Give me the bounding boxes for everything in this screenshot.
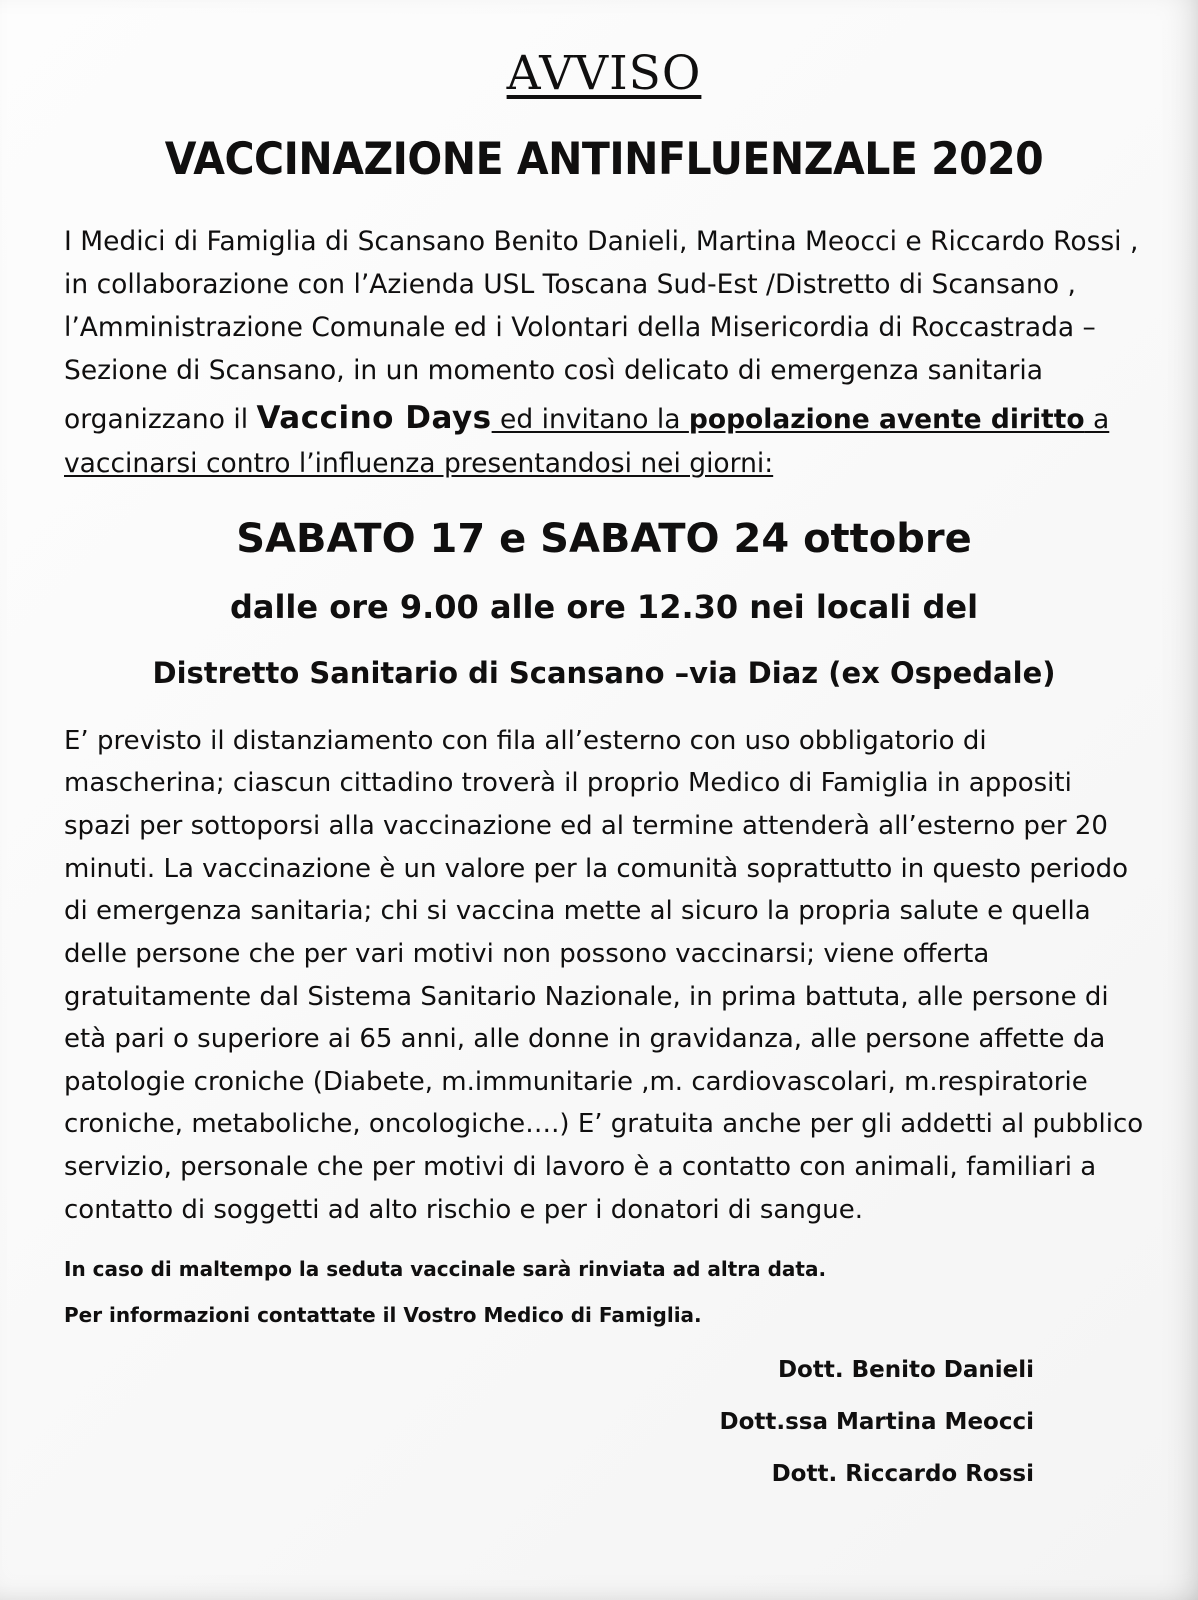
signature-line: Dott.ssa Martina Meocci — [719, 1409, 1034, 1436]
note-info: Per informazioni contattate il Vostro Medico di Famiglia. — [64, 1303, 702, 1328]
gratuita-emphasis: viene offerta gratuitamente dal Sistema Sanitario Nazionale, in prima battuta, alle persone di età pari o superiore ai 65 anni, — [64, 938, 1109, 1055]
details-part4: alle donne in gravidanza, alle persone affette da patologie croniche (Diabete, m.immunitarie ,m. cardiovascolari, m.respiratorie croniche, metaboliche, oncologiche….) E’ gratuita anche per gli addetti al pubblico servizio, personale che per motivi di lavoro è a contatto con animali, familiari a contatto di soggetti ad alto rischio e per i donatori di sangue. — [64, 1024, 1144, 1225]
intro-text-part3: a vaccinarsi contro l’influenza presentandosi nei giorni: — [64, 403, 1110, 479]
popolazione-emphasis: popolazione avente diritto — [688, 403, 1085, 435]
details-paragraph — [64, 720, 1144, 1232]
intro-text-part2: ed invitano la — [491, 403, 689, 435]
poster-content — [64, 46, 1144, 1513]
event-dates: SABATO 17 e SABATO 24 ottobre — [236, 515, 972, 562]
signature-block — [64, 1357, 1144, 1487]
details-part3: ; ciascun cittadino troverà il proprio Medico di Famiglia in appositi spazi per sottoporsi alla vaccinazione ed al termine attenderà all’esterno per 20 minuti. La vaccinazione è un valore per la comunità soprattutto in questo periodo di emergenza sanitaria; chi si vaccina mette al sicuro la propria salute e quella delle persone che per vari motivi non possono vaccinarsi; — [64, 768, 1129, 969]
signature-line: Dott. Riccardo Rossi — [771, 1461, 1034, 1488]
page-title: AVVISO — [506, 46, 702, 101]
intro-text-part1: I Medici di Famiglia di Scansano Benito Danieli, Martina Meocci e Riccardo Rossi , in collaborazione con l’Azienda USL Toscana Sud-Est /Distretto di Scansano , l’Amministrazione Comunale ed i Volontari della Misericordia di Roccastrada – Sezione di Scansano, in un momento così delicato di emergenza sanitaria organizzano il — [64, 226, 1139, 435]
mascherina-emphasis: mascherina — [64, 768, 216, 799]
intro-paragraph — [64, 221, 1144, 486]
signature-line: Dott. Benito Danieli — [777, 1357, 1034, 1384]
note-maltempo: In caso di maltempo la seduta vaccinale sarà rinviata ad altra data. — [64, 1257, 827, 1282]
details-part2: con uso obbligatorio di — [681, 725, 987, 756]
poster-subtitle: VACCINAZIONE ANTINFLUENZALE 2020 — [164, 133, 1044, 185]
vaccino-days-emphasis: Vaccino Days — [256, 399, 492, 436]
details-part1: E’ previsto il distanziamento — [64, 725, 442, 756]
fila-esterno-emphasis: con fila all’esterno — [441, 725, 682, 756]
event-venue: Distretto Sanitario di Scansano –via Diaz (ex Ospedale) — [152, 655, 1056, 690]
event-hours: dalle ore 9.00 alle ore 12.30 nei locali del — [229, 587, 979, 626]
